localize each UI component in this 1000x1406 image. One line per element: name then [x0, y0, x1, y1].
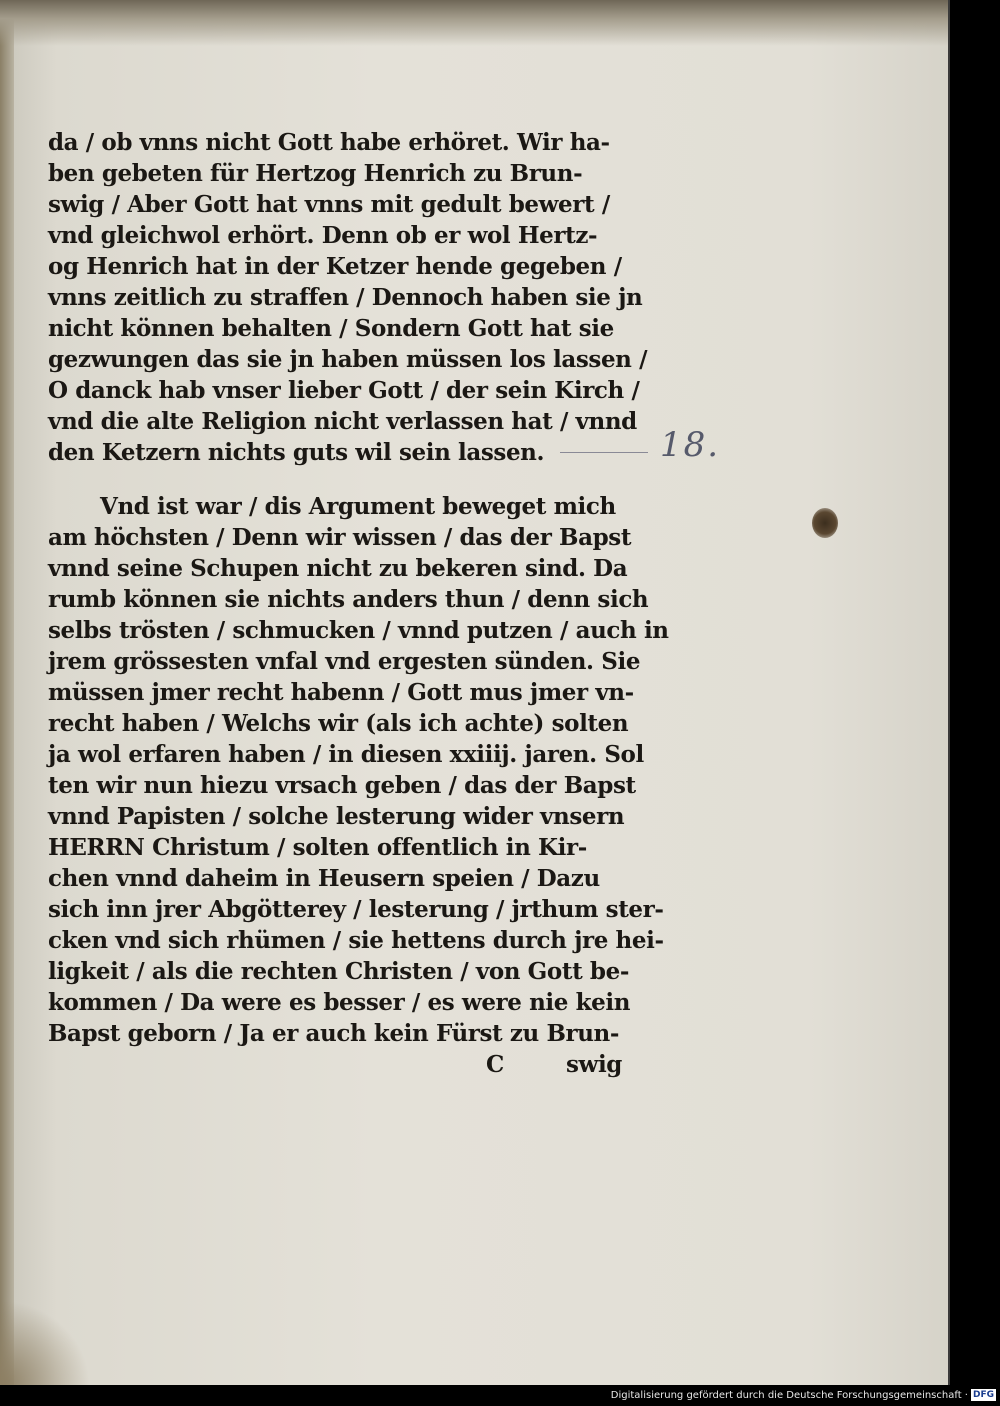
text-line: am höchsten / Denn wir wissen / das der Bapst [48, 524, 632, 551]
text-line: cken vnd sich rhümen / sie hettens durch jre hei- [48, 927, 664, 954]
text-line: vnd die alte Religion nicht verlassen hat / vnnd [48, 408, 637, 435]
text-line: nicht können behalten / Sondern Gott hat sie [48, 315, 614, 342]
text-line: ten wir nun hiezu vrsach geben / das der Bapst [48, 772, 636, 799]
footer-credit [600, 1388, 996, 1404]
text-line: swig / Aber Gott hat vnns mit gedult bewert / [48, 191, 610, 218]
dfg-logo: DFG [972, 1390, 994, 1400]
text-line: kommen / Da were es besser / es were nie kein [48, 989, 631, 1016]
margin-note: 18. [660, 425, 721, 465]
text-line: og Henrich hat in der Ketzer hende gegeben / [48, 253, 622, 280]
catchword: swig [566, 1051, 622, 1078]
text-line: vnnd seine Schupen nicht zu bekeren sind. Da [48, 555, 628, 582]
text-line: chen vnnd daheim in Heusern speien / Dazu [48, 865, 600, 892]
page-edge [0, 0, 14, 1385]
text-line: müssen jmer recht habenn / Gott mus jmer vn- [48, 679, 634, 706]
text-line: vnd gleichwol erhört. Denn ob er wol Hertz- [48, 222, 598, 249]
text-line: ligkeit / als die rechten Christen / von Gott be- [48, 958, 629, 985]
page-top-shadow [0, 0, 948, 46]
ink-spot [812, 508, 838, 538]
text-line: recht haben / Welchs wir (als ich achte) solten [48, 710, 629, 737]
text-line: ben gebeten für Hertzog Henrich zu Brun- [48, 160, 583, 187]
text-line: Vnd ist war / dis Argument beweget mich [100, 493, 616, 520]
margin-stroke [560, 452, 648, 453]
text-line: Bapst geborn / Ja er auch kein Fürst zu Brun- [48, 1020, 620, 1047]
text-line: ja wol erfaren haben / in diesen xxiiij. jaren. Sol [48, 741, 644, 768]
text-line: den Ketzern nichts guts wil sein lassen. [48, 439, 545, 466]
text-line: jrem grössesten vnfal vnd ergesten sünden. Sie [48, 648, 641, 675]
text-line: gezwungen das sie jn haben müssen los lassen / [48, 346, 648, 373]
text-line: O danck hab vnser lieber Gott / der sein Kirch / [48, 377, 640, 404]
text-line: sich inn jrer Abgötterey / lesterung / jrthum ster- [48, 896, 664, 923]
text-line: vnnd Papisten / solche lesterung wider vnsern [48, 803, 625, 830]
footer-text: Digitalisierung gefördert durch die Deutsche Forschungsgemeinschaft · [610, 1390, 968, 1401]
text-line: vnns zeitlich zu straffen / Dennoch haben sie jn [48, 284, 643, 311]
text-line: selbs trösten / schmucken / vnnd putzen / auch in [48, 617, 669, 644]
page-stain [0, 1300, 90, 1385]
text-line: da / ob vnns nicht Gott habe erhöret. Wir ha- [48, 129, 610, 156]
text-line: HERRN Christum / solten offentlich in Kir- [48, 834, 587, 861]
signature-mark: C [486, 1051, 504, 1078]
text-line: rumb können sie nichts anders thun / denn sich [48, 586, 649, 613]
